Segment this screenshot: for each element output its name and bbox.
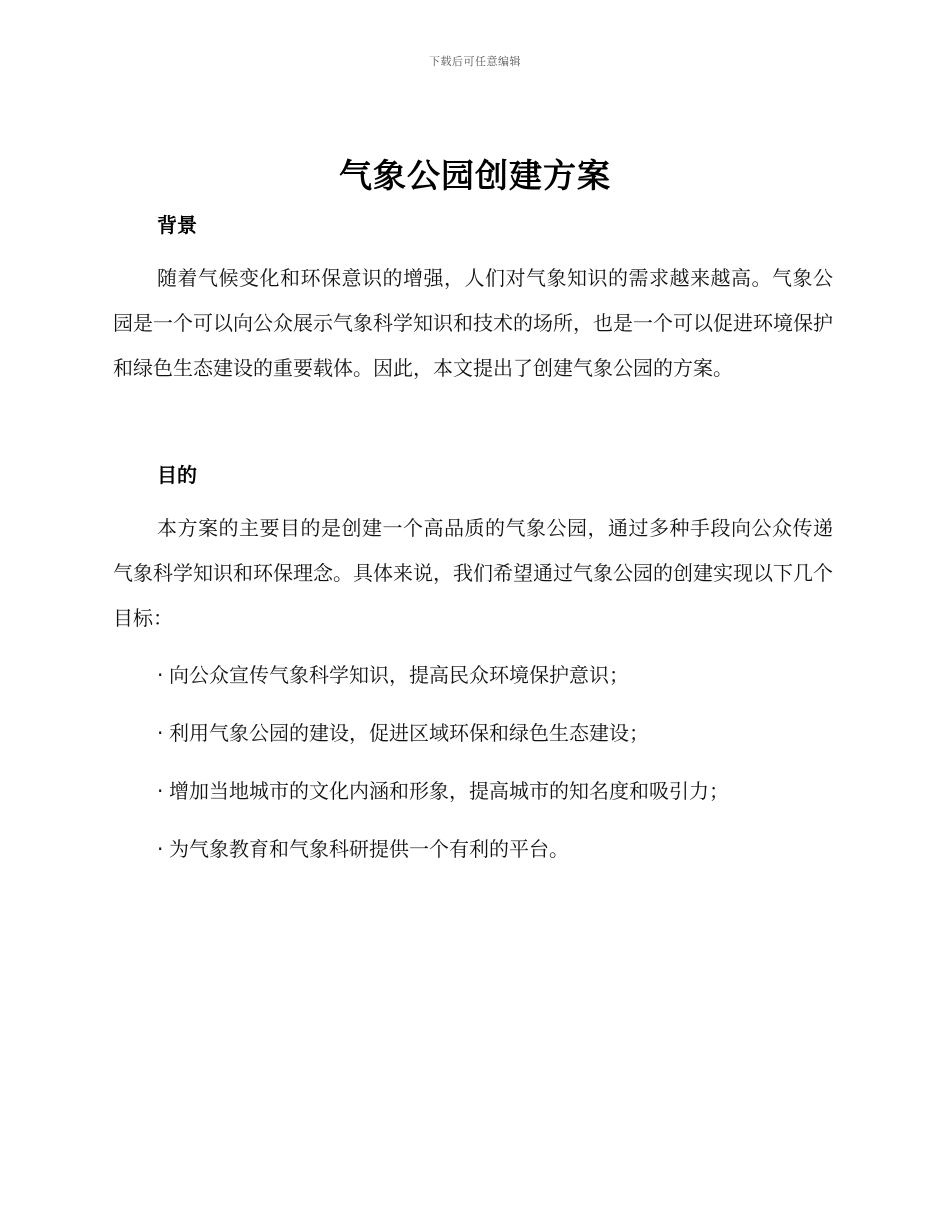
- section-heading-background: 背景: [157, 213, 197, 237]
- goal-text: 利用气象公园的建设，促进区域环保和绿色生态建设；: [169, 721, 649, 745]
- document-title: 气象公园创建方案: [339, 156, 611, 195]
- bullet-marker: ·: [157, 663, 164, 687]
- list-item: [157, 655, 857, 713]
- header-note: 下载后可任意编辑: [429, 55, 521, 68]
- section-heading-purpose: 目的: [157, 463, 197, 487]
- goal-text: 向公众宣传气象科学知识，提高民众环境保护意识；: [169, 663, 629, 687]
- bullet-marker: ·: [157, 721, 164, 745]
- list-item: [157, 713, 857, 771]
- paragraph-background: 随着气候变化和环保意识的增强，人们对气象知识的需求越来越高。气象公园是一个可以向公众展示气象科学知识和技术的场所，也是一个可以促进环境保护和绿色生态建设的重要载体。因此，本文提出了创建气象公园的方案。: [113, 266, 833, 380]
- goal-text: 增加当地城市的文化内涵和形象，提高城市的知名度和吸引力；: [169, 779, 729, 803]
- goal-text: 为气象教育和气象科研提供一个有利的平台。: [169, 837, 569, 861]
- goal-list: [157, 655, 857, 887]
- list-item: [157, 829, 857, 887]
- bullet-marker: ·: [157, 837, 164, 861]
- paragraph-purpose: 本方案的主要目的是创建一个高品质的气象公园，通过多种手段向公众传递气象科学知识和环保理念。具体来说，我们希望通过气象公园的创建实现以下几个目标：: [113, 516, 833, 630]
- list-item: [157, 771, 857, 829]
- bullet-marker: ·: [157, 779, 164, 803]
